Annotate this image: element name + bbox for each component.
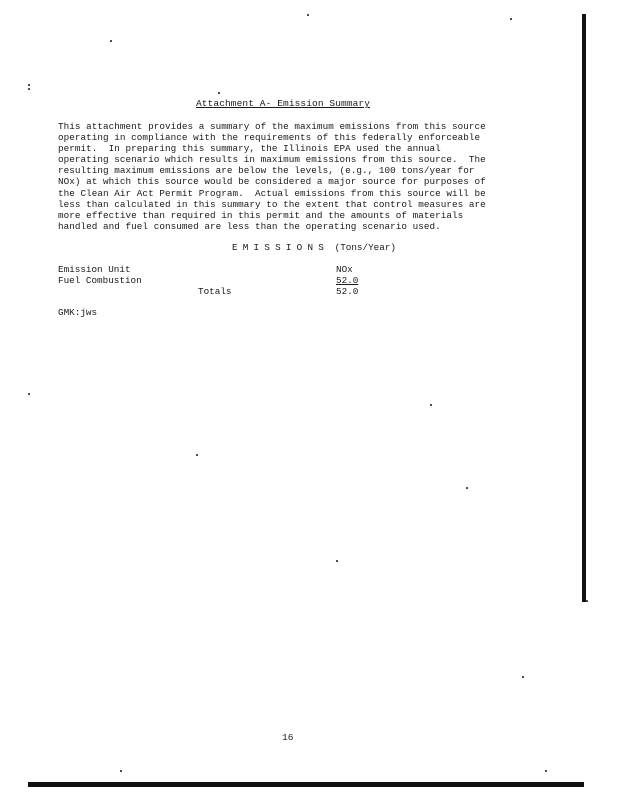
paragraph-line: more effective than required in this permit and the amounts of materials <box>58 209 464 221</box>
author-initials: GMK:jws <box>58 307 98 318</box>
paragraph-line: resulting maximum emissions are below the levels, (e.g., 100 tons/year for <box>58 165 475 177</box>
scan-speck <box>545 770 547 772</box>
paragraph-line: operating in compliance with the requirements of this federally enforceable <box>58 132 481 144</box>
paragraph-line: operating scenario which results in maximum emissions from this source. The <box>58 154 486 166</box>
nox-header: NOx <box>336 264 353 275</box>
paragraph-line: less than calculated in this summary to the extent that control measures are <box>58 198 486 210</box>
scan-speck <box>28 88 30 90</box>
scan-speck <box>120 770 122 772</box>
scan-edge-bar-right <box>582 14 586 602</box>
attachment-title: Attachment A- Emission Summary <box>196 98 371 109</box>
scan-speck <box>110 40 112 42</box>
emissions-heading-word: EMISSIONS <box>232 242 330 253</box>
scan-speck <box>586 600 588 602</box>
scan-speck <box>466 487 468 489</box>
paragraph-line: This attachment provides a summary of the maximum emissions from this source <box>58 121 486 132</box>
emission-unit-header: Emission Unit <box>58 264 131 275</box>
scan-edge-bar-bottom <box>28 782 584 787</box>
emissions-heading <box>232 242 396 253</box>
paragraph-line: handled and fuel consumed are less than the operating scenario used. <box>58 220 441 232</box>
totals-label: Totals <box>198 286 232 297</box>
scan-speck <box>28 393 30 395</box>
page-number: 16 <box>282 732 294 743</box>
scan-speck <box>336 560 338 562</box>
summary-paragraph <box>58 121 508 232</box>
paragraph-line: NOx) at which this source would be considered a major source for purposes of <box>58 176 486 188</box>
fuel-combustion-value: 52.0 <box>336 275 359 286</box>
scan-speck <box>196 454 198 456</box>
scan-speck <box>522 676 524 678</box>
scan-speck <box>430 404 432 406</box>
paragraph-line: permit. In preparing this summary, the Illinois EPA used the annual <box>58 143 441 155</box>
scan-speck <box>307 14 309 16</box>
scan-speck <box>218 92 220 94</box>
fuel-combustion-label: Fuel Combustion <box>58 275 142 286</box>
scan-speck <box>510 18 512 20</box>
paragraph-line: the Clean Air Act Permit Program. Actual emissions from this source will be <box>58 187 486 199</box>
scan-speck <box>28 84 30 86</box>
emissions-heading-unit: (Tons/Year) <box>334 242 396 253</box>
totals-value: 52.0 <box>336 286 359 297</box>
